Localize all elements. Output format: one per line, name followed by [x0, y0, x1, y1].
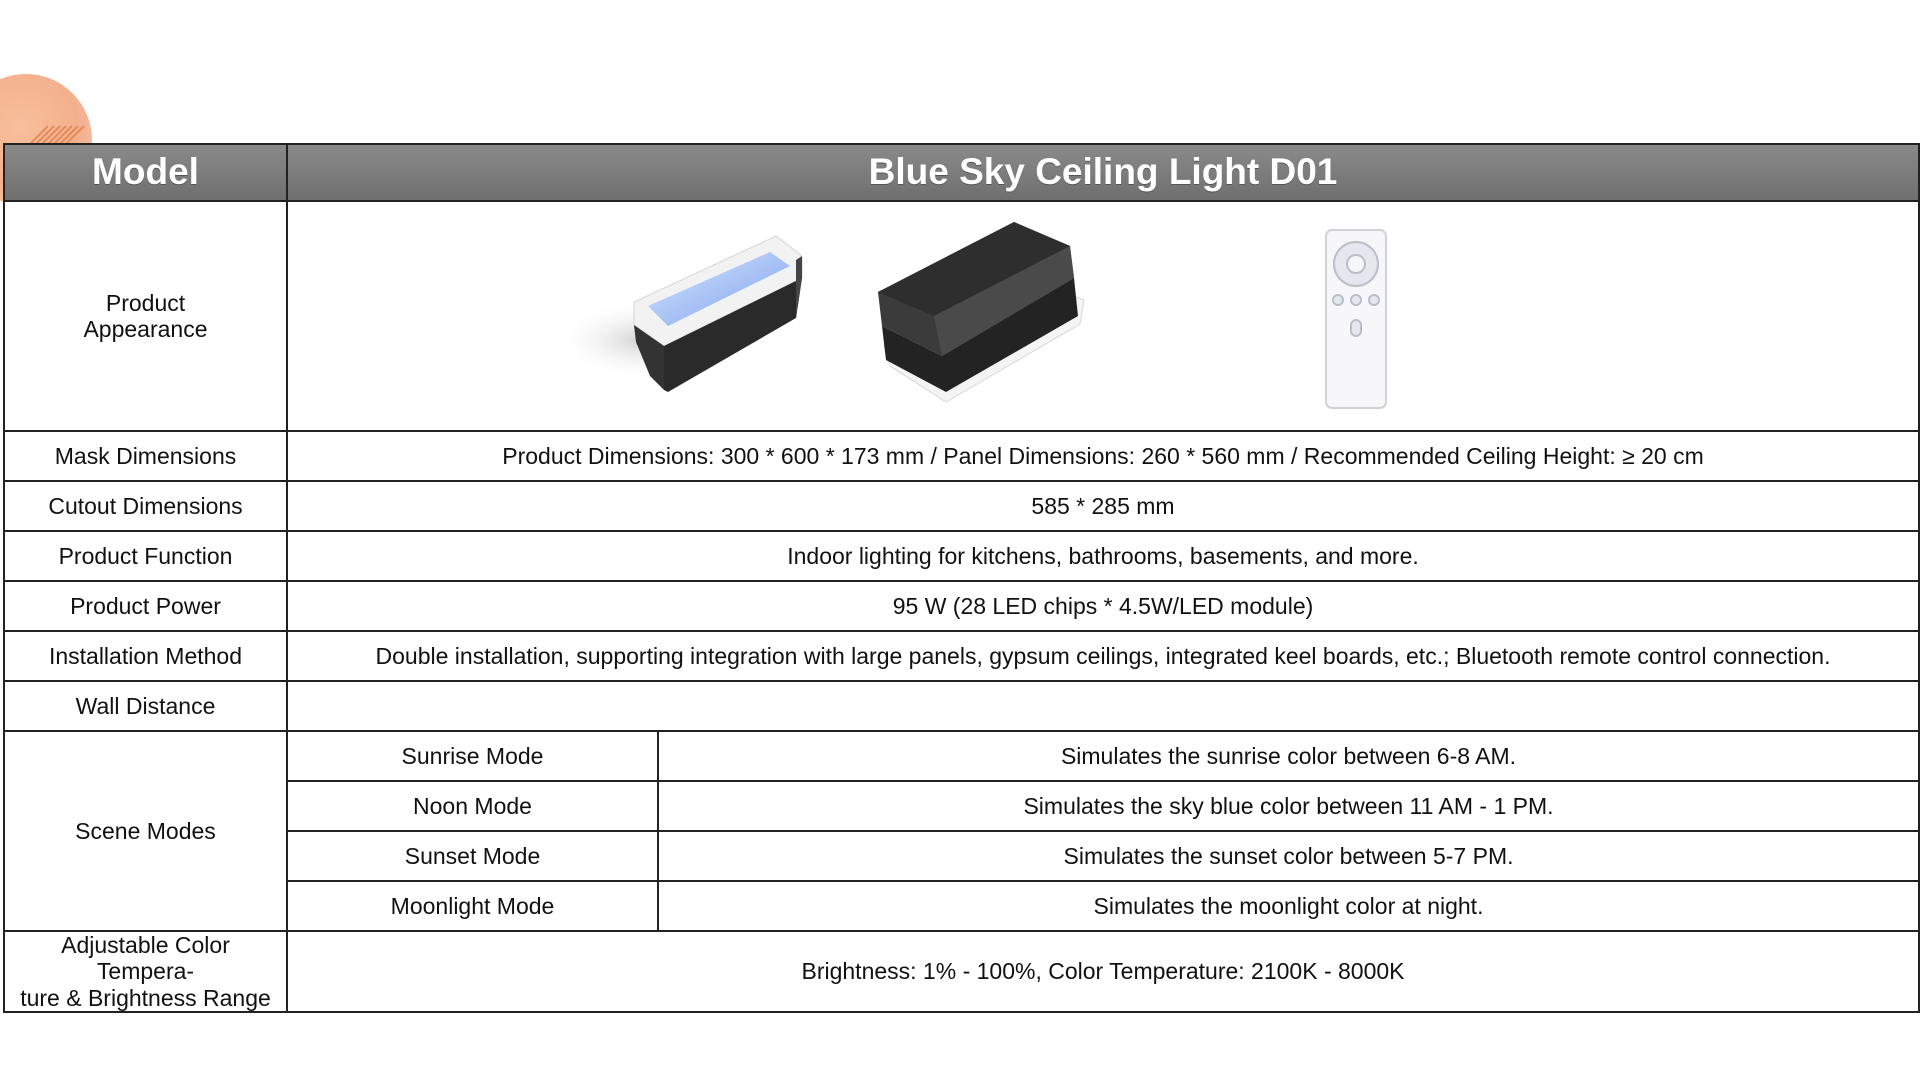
scene-mode: Sunset Mode	[287, 831, 658, 881]
scene-row	[4, 831, 1919, 881]
range-label	[4, 931, 287, 1012]
ceiling-light-back-icon	[874, 216, 1104, 416]
scene-row	[4, 731, 1919, 781]
function-row	[4, 531, 1919, 581]
wall-row	[4, 681, 1919, 731]
power-value: 95 W (28 LED chips * 4.5W/LED module)	[287, 581, 1919, 631]
wall-label: Wall Distance	[4, 681, 287, 731]
function-label: Product Function	[4, 531, 287, 581]
cutout-label: Cutout Dimensions	[4, 481, 287, 531]
mask-row	[4, 431, 1919, 481]
scene-row	[4, 781, 1919, 831]
range-label-line2: ture & Brightness Range	[20, 984, 271, 1011]
wall-value	[287, 681, 1919, 731]
scene-label: Scene Modes	[4, 731, 287, 931]
remote-control-icon	[1324, 228, 1388, 410]
ceiling-light-front-icon	[564, 230, 804, 400]
appearance-cell	[287, 201, 1919, 431]
scene-row	[4, 881, 1919, 931]
cutout-row	[4, 481, 1919, 531]
install-value: Double installation, supporting integration with large panels, gypsum ceilings, integrated keel boards, etc.; Bluetooth remote control connection.	[287, 631, 1919, 681]
range-value: Brightness: 1% - 100%, Color Temperature: 2100K - 8000K	[287, 931, 1919, 1012]
install-label: Installation Method	[4, 631, 287, 681]
function-value: Indoor lighting for kitchens, bathrooms, basements, and more.	[287, 531, 1919, 581]
header-row	[4, 144, 1919, 201]
scene-mode: Moonlight Mode	[287, 881, 658, 931]
range-label-line1: Adjustable Color Tempera-	[61, 932, 230, 985]
model-name-header: Blue Sky Ceiling Light D01	[287, 144, 1919, 201]
scene-mode: Noon Mode	[287, 781, 658, 831]
appearance-label: Product Appearance	[4, 201, 287, 431]
mask-label: Mask Dimensions	[4, 431, 287, 481]
cutout-value: 585 * 285 mm	[287, 481, 1919, 531]
model-header: Model	[4, 144, 287, 201]
mask-value: Product Dimensions: 300 * 600 * 173 mm / Panel Dimensions: 260 * 560 mm / Recommended Ceiling Height: ≥ 20 cm	[287, 431, 1919, 481]
range-row	[4, 931, 1919, 1012]
power-label: Product Power	[4, 581, 287, 631]
scene-mode: Sunrise Mode	[287, 731, 658, 781]
scene-desc: Simulates the sunset color between 5-7 PM.	[658, 831, 1919, 881]
power-row	[4, 581, 1919, 631]
install-row	[4, 631, 1919, 681]
scene-desc: Simulates the sky blue color between 11 AM - 1 PM.	[658, 781, 1919, 831]
scene-desc: Simulates the moonlight color at night.	[658, 881, 1919, 931]
scene-desc: Simulates the sunrise color between 6-8 AM.	[658, 731, 1919, 781]
appearance-row	[4, 201, 1919, 431]
spec-table	[3, 143, 1920, 1013]
